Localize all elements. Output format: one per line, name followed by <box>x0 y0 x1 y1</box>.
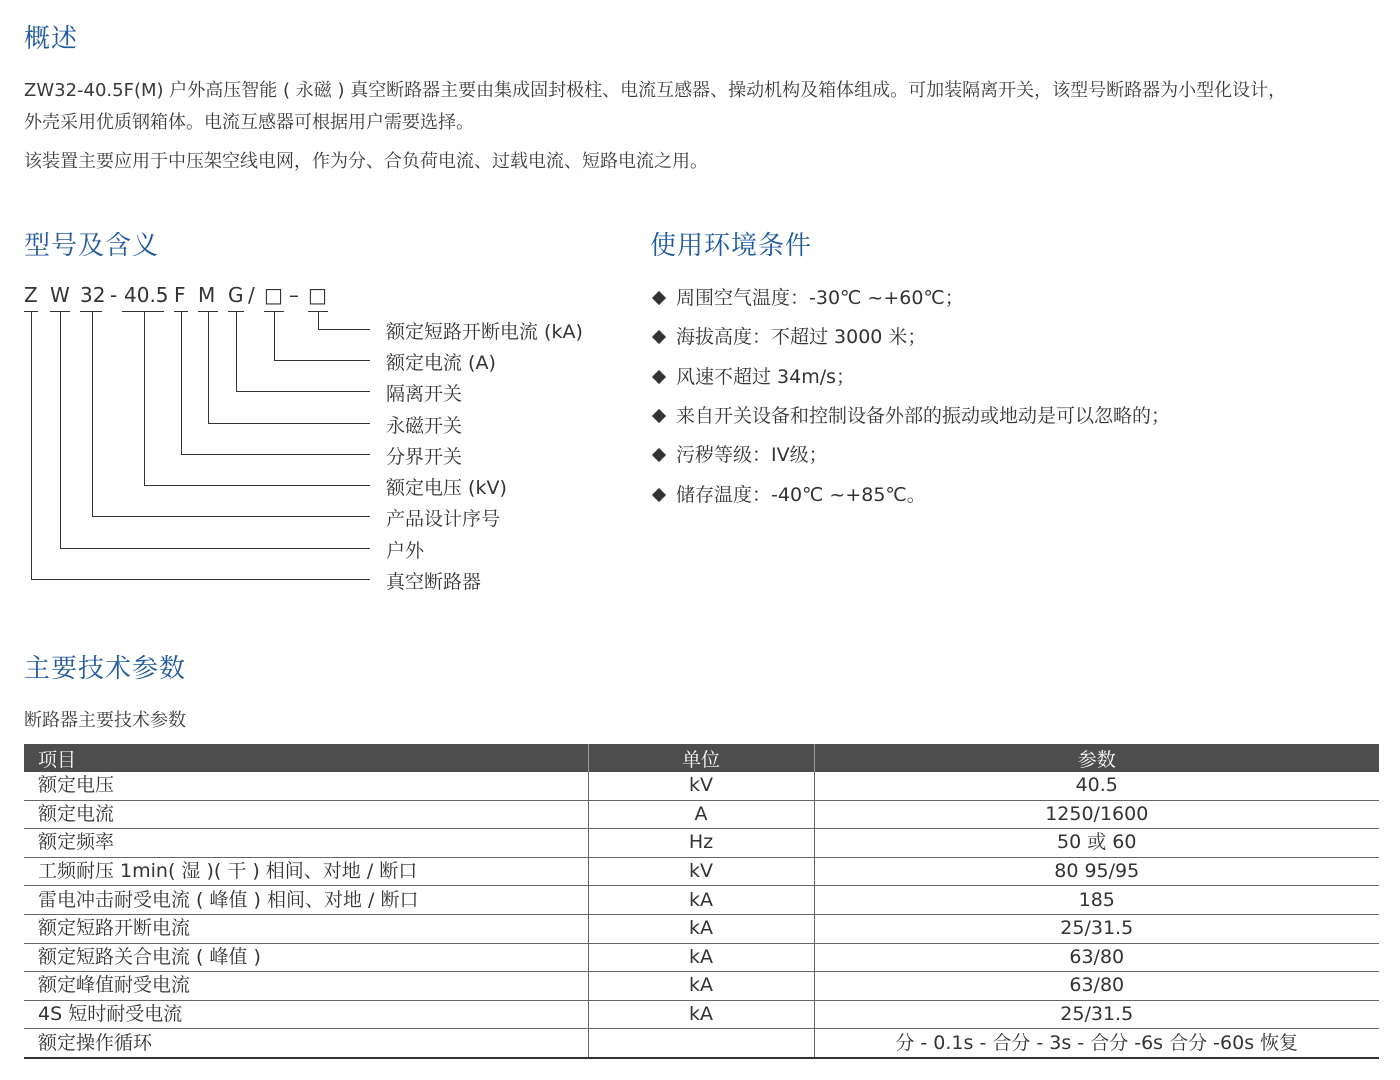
list-item: 周围空气温度：-30℃ ~+60℃； <box>650 283 964 310</box>
cell-item: 额定电流 <box>24 800 588 829</box>
code-slash: / <box>248 283 255 307</box>
table-row <box>24 857 1379 886</box>
cell-unit: kA <box>588 1000 814 1029</box>
label-vacuum-breaker: 真空断路器 <box>386 571 482 593</box>
table-row <box>24 772 1379 800</box>
table-row <box>24 800 1379 829</box>
code-box-2: □ <box>308 283 327 307</box>
cell-item: 额定频率 <box>24 829 588 858</box>
cell-item: 额定短路关合电流 ( 峰值 ) <box>24 943 588 972</box>
table-row <box>24 914 1379 943</box>
cell-unit <box>588 1029 814 1058</box>
cell-unit: Hz <box>588 829 814 858</box>
col-header-item: 项目 <box>24 744 588 772</box>
code-en-dash: – <box>289 283 299 307</box>
diamond-bullet-icon <box>652 329 666 343</box>
overview-title: 概述 <box>24 24 79 54</box>
params-table <box>24 744 1379 1059</box>
params-caption: 断路器主要技术参数 <box>24 710 186 731</box>
code-g: G <box>228 283 244 307</box>
code-w: W <box>50 283 70 307</box>
model-title: 型号及含义 <box>24 231 160 261</box>
overview-line-1: ZW32-40.5F(M) 户外高压智能 ( 永磁 ) 真空断路器主要由集成固封极柱、电流互感器、操动机构及箱体组成。可加装隔离开关，该型号断路器为小型化设计， <box>24 80 1287 101</box>
list-item: 污秽等级：IV级； <box>650 440 828 467</box>
label-boundary-switch: 分界开关 <box>386 446 463 468</box>
cell-unit: kA <box>588 886 814 915</box>
diamond-bullet-icon <box>652 408 666 422</box>
cell-value: 50 或 60 <box>814 829 1379 858</box>
environment-title: 使用环境条件 <box>650 231 813 261</box>
label-design-serial: 产品设计序号 <box>386 508 501 530</box>
cell-unit: A <box>588 800 814 829</box>
cell-value: 80 95/95 <box>814 857 1379 886</box>
cell-value: 40.5 <box>814 772 1379 800</box>
cell-value: 25/31.5 <box>814 1000 1379 1029</box>
table-row <box>24 972 1379 1001</box>
cell-value: 1250/1600 <box>814 800 1379 829</box>
code-box-1: □ <box>264 283 283 307</box>
list-item: 储存温度：-40℃ ~+85℃。 <box>650 480 926 507</box>
label-breaking-current: 额定短路开断电流 (kA) <box>386 321 583 343</box>
cell-value: 分 - 0.1s - 合分 - 3s - 合分 -6s 合分 -60s 恢复 <box>814 1029 1379 1058</box>
col-header-value: 参数 <box>814 744 1379 772</box>
diamond-bullet-icon <box>652 290 666 304</box>
list-item: 风速不超过 34m/s； <box>650 362 855 389</box>
code-32: 32 <box>80 283 106 307</box>
diamond-bullet-icon <box>652 487 666 501</box>
code-m: M <box>198 283 216 307</box>
table-row <box>24 1029 1379 1058</box>
cell-value: 25/31.5 <box>814 914 1379 943</box>
cell-value: 63/80 <box>814 972 1379 1001</box>
label-outdoor: 户外 <box>386 540 425 562</box>
cell-unit: kA <box>588 972 814 1001</box>
cell-item: 额定峰值耐受电流 <box>24 972 588 1001</box>
list-item: 海拔高度：不超过 3000 米； <box>650 322 926 349</box>
table-row <box>24 943 1379 972</box>
diamond-bullet-icon <box>652 369 666 383</box>
cell-unit: kA <box>588 914 814 943</box>
list-item: 来自开关设备和控制设备外部的振动或地动是可以忽略的； <box>650 401 1170 428</box>
cell-item: 额定电压 <box>24 772 588 800</box>
cell-item: 工频耐压 1min( 湿 )( 干 ) 相间、对地 / 断口 <box>24 857 588 886</box>
table-row <box>24 886 1379 915</box>
cell-unit: kA <box>588 943 814 972</box>
table-row <box>24 829 1379 858</box>
cell-item: 雷电冲击耐受电流 ( 峰值 ) 相间、对地 / 断口 <box>24 886 588 915</box>
cell-value: 185 <box>814 886 1379 915</box>
label-rated-voltage: 额定电压 (kV) <box>386 477 507 499</box>
cell-item: 额定短路开断电流 <box>24 914 588 943</box>
cell-unit: kV <box>588 772 814 800</box>
params-title: 主要技术参数 <box>24 654 187 684</box>
label-isolating-switch: 隔离开关 <box>386 383 463 405</box>
code-dash: - <box>110 283 118 307</box>
table-row <box>24 1000 1379 1029</box>
overview-line-3: 该装置主要应用于中压架空线电网，作为分、合负荷电流、过载电流、短路电流之用。 <box>24 151 708 172</box>
cell-unit: kV <box>588 857 814 886</box>
overview-line-2: 外壳采用优质钢箱体。电流互感器可根据用户需要选择。 <box>24 112 474 133</box>
cell-item: 额定操作循环 <box>24 1029 588 1058</box>
cell-item: 4S 短时耐受电流 <box>24 1000 588 1029</box>
label-permanent-magnet: 永磁开关 <box>386 415 463 437</box>
code-f: F <box>174 283 186 307</box>
col-header-unit: 单位 <box>588 744 814 772</box>
code-40-5: 40.5 <box>124 283 169 307</box>
label-rated-current: 额定电流 (A) <box>386 352 496 374</box>
cell-value: 63/80 <box>814 943 1379 972</box>
code-z: Z <box>24 283 38 307</box>
table-header-row <box>24 744 1379 772</box>
diamond-bullet-icon <box>652 447 666 461</box>
